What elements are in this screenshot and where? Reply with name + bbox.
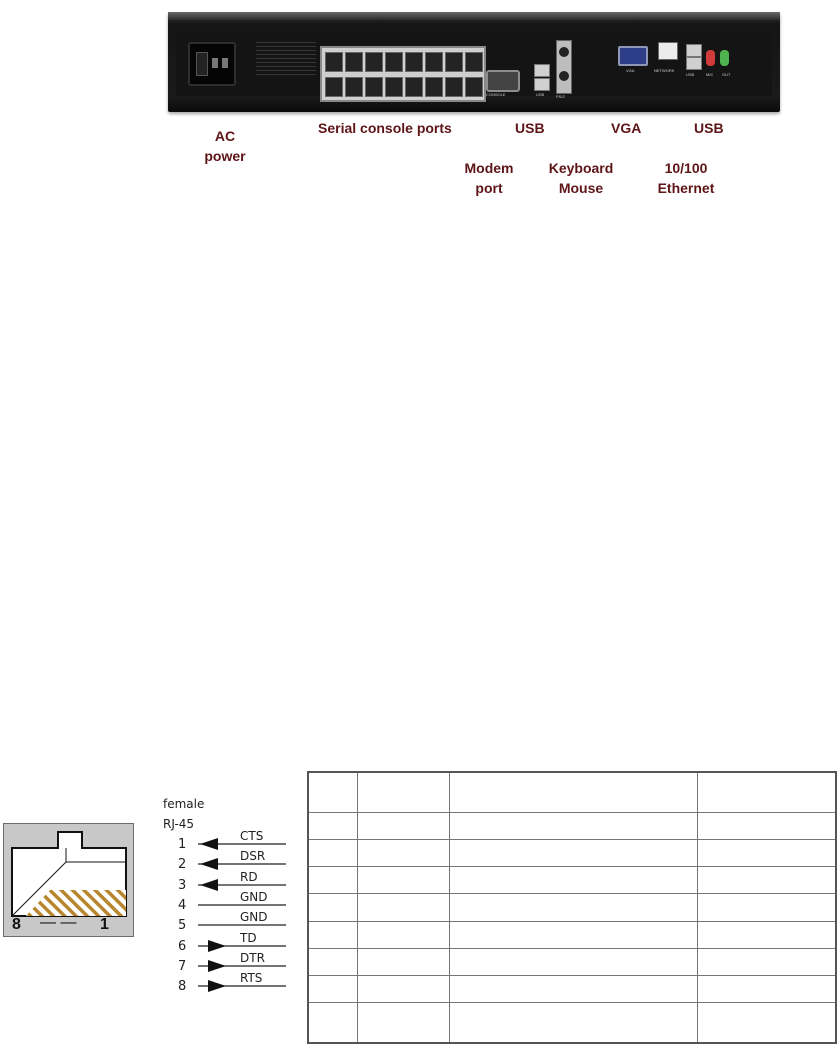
label-kbd-line2: Mouse	[558, 180, 604, 196]
label-ethernet	[650, 158, 722, 198]
silk-network: NETWORK	[654, 68, 675, 73]
serial-port	[465, 52, 483, 72]
table-cell	[357, 867, 449, 894]
table-row	[308, 867, 836, 894]
table-cell	[357, 894, 449, 921]
pin-number: 6	[178, 938, 187, 954]
pin-signal: GND	[240, 910, 268, 925]
table-cell	[357, 840, 449, 867]
table-row	[308, 1002, 836, 1043]
serial-port	[345, 52, 363, 72]
label-ac-line1: AC	[214, 128, 236, 144]
arrow-right-icon	[196, 979, 296, 999]
table-cell	[357, 1002, 449, 1043]
table-row	[308, 948, 836, 975]
label-usb-right: USB	[694, 120, 724, 136]
pin-signal: TD	[240, 930, 257, 945]
pin-number: 2	[178, 857, 187, 873]
ac-pin	[222, 58, 228, 68]
usb-port	[534, 78, 550, 91]
table-cell	[697, 813, 836, 840]
pin-signal: CTS	[240, 829, 264, 843]
usb-port	[686, 57, 702, 70]
usb-ports-left	[534, 64, 548, 92]
ethernet-port	[658, 42, 678, 60]
table-cell	[357, 813, 449, 840]
label-serial-ports: Serial console ports	[318, 120, 452, 136]
pin-row	[178, 829, 298, 857]
ps2-keyboard-port	[559, 47, 569, 57]
jack-dashes: — —	[40, 914, 77, 931]
pinout-table	[307, 771, 837, 1044]
table-cell	[450, 1002, 698, 1043]
label-modem-line2: port	[475, 180, 503, 196]
pin-number: 1	[178, 837, 187, 852]
table-row	[308, 894, 836, 921]
vga-port	[618, 46, 648, 66]
pin-row	[178, 910, 298, 938]
table-cell	[697, 894, 836, 921]
silk-vga: VGA	[626, 68, 635, 73]
table-cell	[450, 894, 698, 921]
rj45-jack-diagram	[3, 823, 134, 937]
silk-usb-right: USB	[686, 72, 695, 77]
table-row	[308, 921, 836, 948]
serial-port	[385, 52, 403, 72]
silk-mic: MIC	[706, 72, 714, 77]
table-cell	[357, 772, 449, 813]
serial-port-block	[320, 46, 486, 102]
serial-port	[345, 77, 363, 97]
pin-row	[178, 889, 298, 918]
table-cell	[450, 867, 698, 894]
label-modem-port	[455, 158, 523, 198]
silk-ps2: PS/2	[556, 94, 565, 99]
pin-row	[178, 849, 298, 877]
table-cell	[450, 813, 698, 840]
table-cell	[308, 1002, 357, 1043]
table-cell	[697, 772, 836, 813]
table-cell	[308, 772, 357, 813]
silk-console: CONSOLE	[486, 92, 506, 97]
audio-out-jack	[720, 50, 729, 66]
usb-ports-right	[686, 44, 700, 72]
pinout-heading-female: female	[163, 797, 205, 811]
silk-usb: USB	[536, 92, 545, 97]
serial-port	[445, 77, 463, 97]
table-row	[308, 975, 836, 1002]
serial-port	[325, 52, 343, 72]
table-row	[308, 772, 836, 813]
table-cell	[697, 921, 836, 948]
table-cell	[697, 975, 836, 1002]
label-ac-power	[200, 126, 250, 166]
label-eth-line2: Ethernet	[657, 180, 715, 196]
pin-row	[178, 971, 298, 999]
table-cell	[308, 921, 357, 948]
table-cell	[697, 840, 836, 867]
label-eth-line1: 10/100	[664, 160, 708, 176]
pin-number: 3	[178, 877, 187, 893]
pin-row	[178, 869, 298, 898]
pin-signal: DSR	[240, 849, 266, 864]
table-cell	[697, 1002, 836, 1043]
table-cell	[450, 948, 698, 975]
pin-number: 8	[178, 979, 187, 995]
label-usb-left: USB	[515, 120, 545, 136]
label-vga: VGA	[611, 120, 642, 136]
mic-jack	[706, 50, 715, 66]
serial-port	[325, 77, 343, 97]
ps2-ports	[556, 40, 572, 94]
table-cell	[357, 975, 449, 1002]
serial-port	[405, 77, 423, 97]
pin-signal: DTR	[240, 950, 265, 965]
pin-signal: RTS	[240, 971, 263, 986]
pin-number: 5	[178, 918, 187, 934]
usb-port	[534, 64, 550, 77]
table-cell	[450, 772, 698, 813]
jack-pin1-label: 1	[100, 916, 109, 933]
jack-pin8-label: 8	[12, 916, 21, 933]
power-switch	[196, 52, 208, 76]
table-cell	[697, 948, 836, 975]
table-cell	[308, 948, 357, 975]
serial-port	[365, 52, 383, 72]
table-cell	[450, 921, 698, 948]
modem-port	[486, 70, 520, 92]
pin-row	[178, 950, 298, 979]
table-cell	[308, 867, 357, 894]
table-row	[308, 813, 836, 840]
ps2-mouse-port	[559, 71, 569, 81]
table-cell	[308, 840, 357, 867]
serial-port	[465, 77, 483, 97]
serial-port	[425, 52, 443, 72]
table-cell	[308, 894, 357, 921]
pin-row	[178, 930, 298, 959]
serial-port	[385, 77, 403, 97]
table-cell	[697, 867, 836, 894]
chassis-top-edge	[168, 12, 780, 20]
warning-label	[256, 42, 316, 76]
usb-port	[686, 44, 702, 57]
pin-signal: GND	[240, 889, 268, 904]
table-cell	[357, 921, 449, 948]
ac-power-inlet	[188, 42, 236, 86]
serial-port	[425, 77, 443, 97]
ac-pin	[212, 58, 218, 68]
pin-number: 7	[178, 958, 187, 974]
label-kbd-line1: Keyboard	[548, 160, 614, 176]
label-ac-line2: power	[204, 148, 246, 164]
serial-port	[405, 52, 423, 72]
pin-number: 4	[178, 897, 187, 913]
serial-port	[445, 52, 463, 72]
table-cell	[308, 975, 357, 1002]
table-cell	[450, 840, 698, 867]
table-row	[308, 840, 836, 867]
device-rear-panel	[168, 12, 780, 112]
label-keyboard-mouse	[543, 158, 619, 198]
table-cell	[450, 975, 698, 1002]
table-cell	[308, 813, 357, 840]
table-cell	[357, 948, 449, 975]
label-modem-line1: Modem	[464, 160, 514, 176]
pin-signal: RD	[240, 869, 258, 884]
silk-out: OUT	[722, 72, 731, 77]
pinout-heading-rj45: RJ-45	[163, 817, 195, 831]
serial-port	[365, 77, 383, 97]
